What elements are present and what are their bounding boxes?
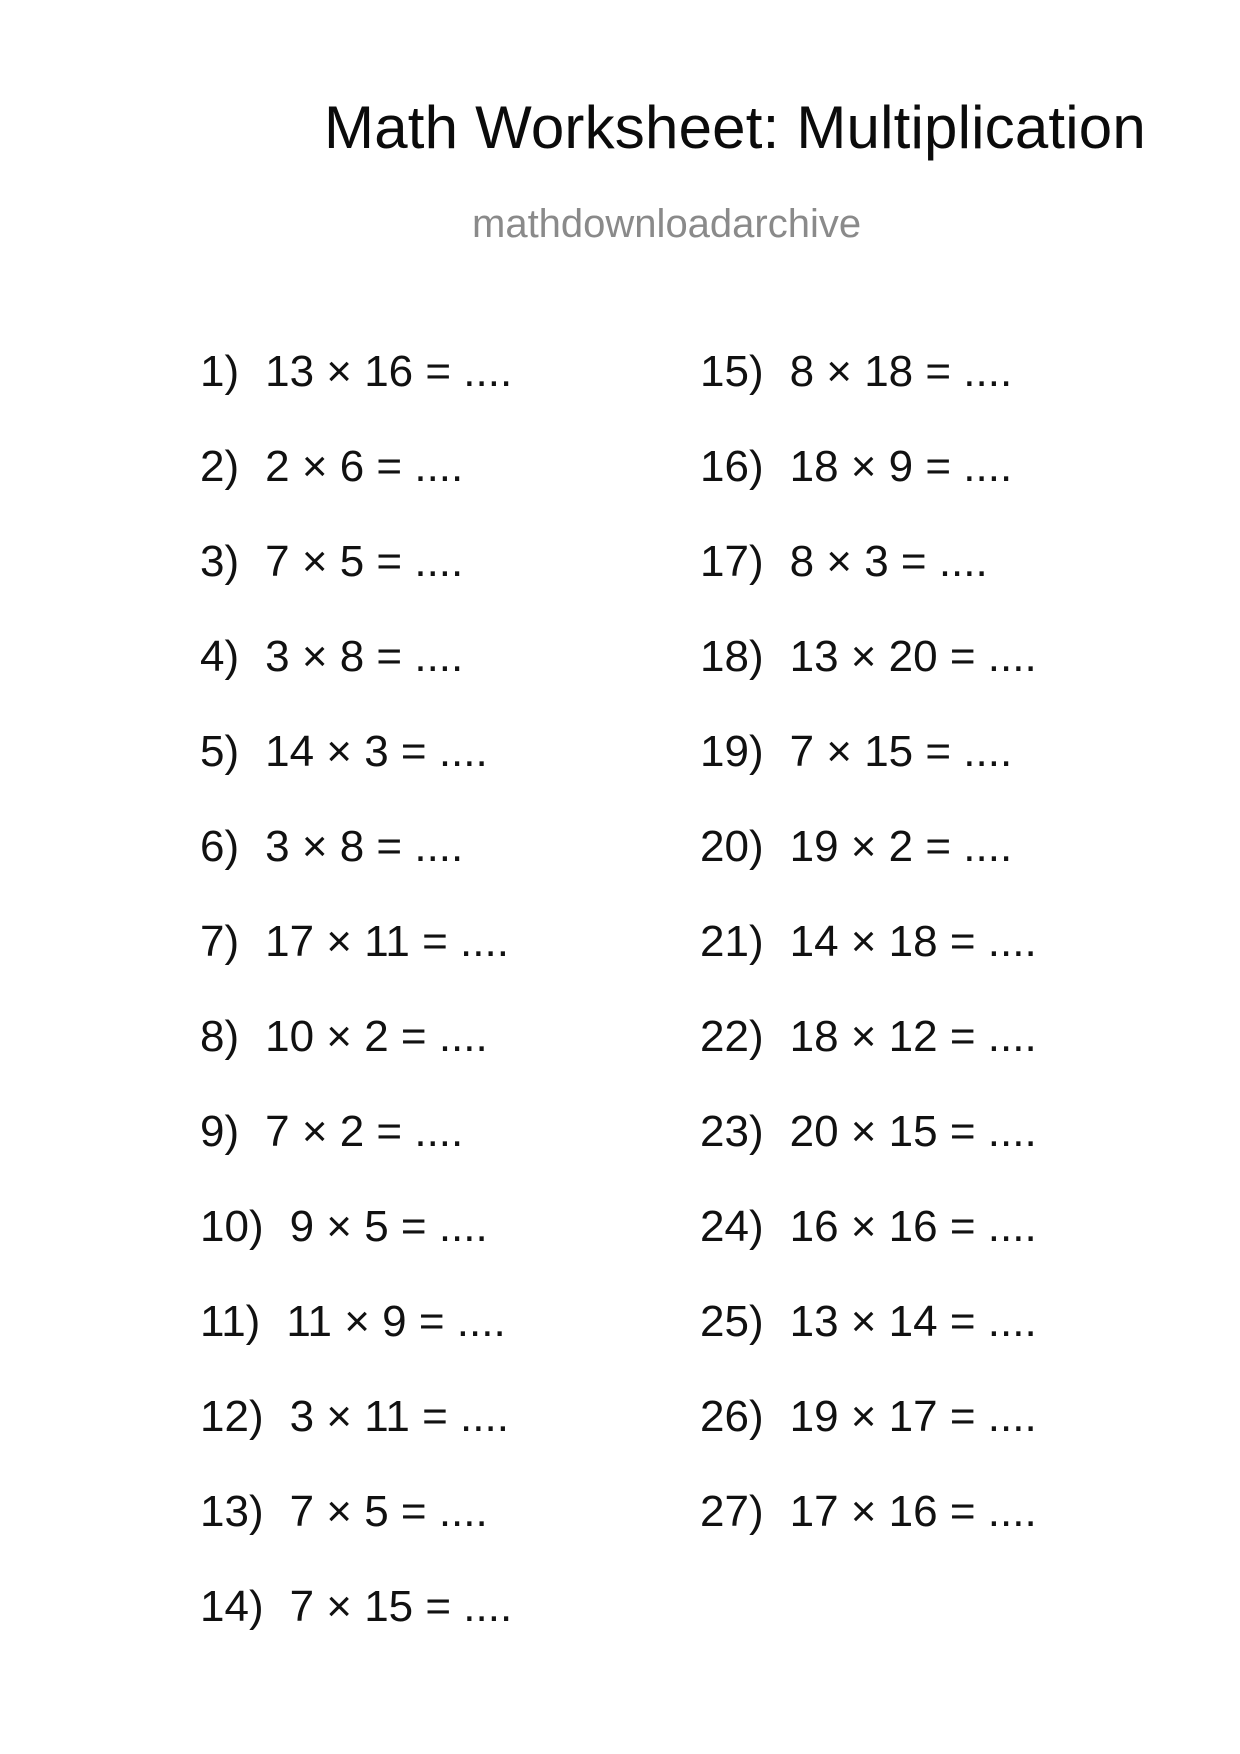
problem-expression: 19 × 17 = .... <box>789 1392 1037 1441</box>
problem-item <box>700 1296 1037 1391</box>
problem-item <box>200 916 512 1011</box>
problem-item <box>200 1106 512 1201</box>
problem-item <box>200 1391 512 1486</box>
problem-expression: 7 × 15 = .... <box>789 727 1013 776</box>
problem-expression: 7 × 2 = .... <box>265 1107 464 1156</box>
problem-expression: 3 × 8 = .... <box>265 822 464 871</box>
problems-column-left <box>200 346 512 1676</box>
problem-number: 17) <box>700 537 764 586</box>
problem-item <box>700 346 1037 441</box>
problem-number: 23) <box>700 1107 764 1156</box>
problem-number: 24) <box>700 1202 764 1251</box>
problem-expression: 17 × 11 = .... <box>265 917 509 966</box>
problems-column-right <box>700 346 1037 1581</box>
problem-item <box>200 1201 512 1296</box>
problem-item <box>200 1581 512 1676</box>
problem-expression: 7 × 5 = .... <box>265 537 464 586</box>
problem-expression: 11 × 9 = .... <box>286 1297 506 1346</box>
problem-item <box>200 1296 512 1391</box>
problem-expression: 3 × 8 = .... <box>265 632 464 681</box>
problem-item <box>700 1106 1037 1201</box>
problem-number: 1) <box>200 347 240 396</box>
problem-number: 12) <box>200 1392 264 1441</box>
problem-item <box>700 916 1037 1011</box>
problem-expression: 8 × 18 = .... <box>789 347 1013 396</box>
problem-expression: 13 × 20 = .... <box>789 632 1037 681</box>
problem-expression: 7 × 5 = .... <box>289 1487 488 1536</box>
problem-number: 2) <box>200 442 240 491</box>
problem-expression: 10 × 2 = .... <box>265 1012 488 1061</box>
problem-number: 10) <box>200 1202 264 1251</box>
problem-number: 14) <box>200 1582 264 1631</box>
problem-expression: 14 × 3 = .... <box>265 727 488 776</box>
problem-number: 6) <box>200 822 240 871</box>
problem-item <box>700 631 1037 726</box>
problem-expression: 20 × 15 = .... <box>789 1107 1037 1156</box>
problem-item <box>200 726 512 821</box>
problem-number: 9) <box>200 1107 240 1156</box>
problem-number: 13) <box>200 1487 264 1536</box>
problem-item <box>700 536 1037 631</box>
problem-item <box>700 1486 1037 1581</box>
problem-number: 18) <box>700 632 764 681</box>
problem-expression: 9 × 5 = .... <box>289 1202 488 1251</box>
problem-number: 3) <box>200 537 240 586</box>
problem-item <box>200 536 512 631</box>
problem-expression: 13 × 16 = .... <box>265 347 513 396</box>
problem-expression: 18 × 9 = .... <box>789 442 1013 491</box>
problem-item <box>200 1011 512 1106</box>
problem-expression: 16 × 16 = .... <box>789 1202 1037 1251</box>
problem-number: 19) <box>700 727 764 776</box>
problem-item <box>700 441 1037 536</box>
problem-number: 11) <box>200 1297 261 1346</box>
problem-number: 7) <box>200 917 240 966</box>
problem-expression: 19 × 2 = .... <box>789 822 1013 871</box>
problem-number: 20) <box>700 822 764 871</box>
problem-item <box>700 726 1037 821</box>
problem-number: 5) <box>200 727 240 776</box>
problem-item <box>200 1486 512 1581</box>
problem-number: 25) <box>700 1297 764 1346</box>
problem-number: 4) <box>200 632 240 681</box>
problem-expression: 14 × 18 = .... <box>789 917 1037 966</box>
problem-expression: 3 × 11 = .... <box>289 1392 509 1441</box>
problem-number: 21) <box>700 917 764 966</box>
worksheet-title: Math Worksheet: Multiplication <box>324 94 1146 161</box>
problem-item <box>700 821 1037 916</box>
worksheet-header <box>0 92 1240 246</box>
problem-expression: 13 × 14 = .... <box>789 1297 1037 1346</box>
problem-item <box>200 631 512 726</box>
worksheet-subtitle: mathdownloadarchive <box>472 202 862 246</box>
problem-expression: 8 × 3 = .... <box>789 537 988 586</box>
problem-number: 15) <box>700 347 764 396</box>
problem-item <box>700 1011 1037 1106</box>
problem-item <box>200 346 512 441</box>
problem-item <box>200 821 512 916</box>
problem-number: 22) <box>700 1012 764 1061</box>
problem-number: 8) <box>200 1012 240 1061</box>
problem-expression: 7 × 15 = .... <box>289 1582 513 1631</box>
problem-item <box>700 1391 1037 1486</box>
problem-expression: 2 × 6 = .... <box>265 442 464 491</box>
problem-item <box>200 441 512 536</box>
problem-expression: 18 × 12 = .... <box>789 1012 1037 1061</box>
problem-number: 26) <box>700 1392 764 1441</box>
problem-item <box>700 1201 1037 1296</box>
problem-number: 16) <box>700 442 764 491</box>
problem-expression: 17 × 16 = .... <box>789 1487 1037 1536</box>
problem-number: 27) <box>700 1487 764 1536</box>
